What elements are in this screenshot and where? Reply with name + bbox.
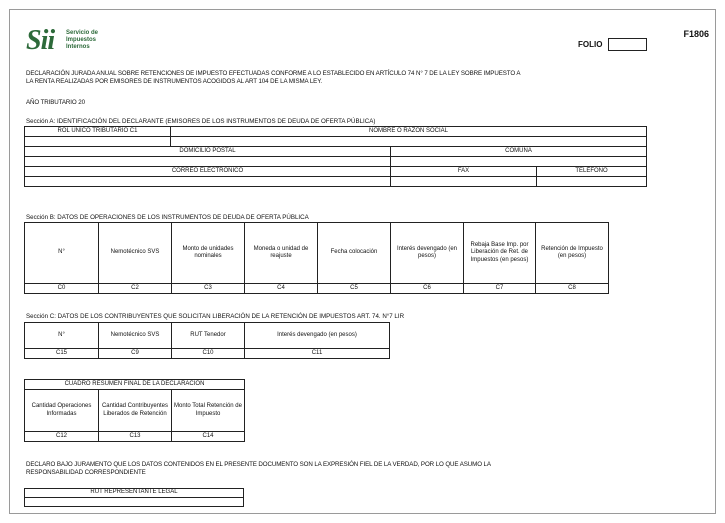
phone-field[interactable] [537, 177, 647, 187]
col-header: RUT Tenedor [172, 323, 245, 349]
rut-field[interactable] [25, 137, 171, 147]
col-code: C11 [245, 349, 390, 359]
col-code: C2 [99, 284, 172, 294]
col-header: Monto de unidades nominales [172, 223, 245, 284]
section-c-title: Sección C: DATOS DE LOS CONTRIBUYENTES QUE SOLICITAN LIBERACIÓN DE LA RETENCIÓN DE IMPUESTOS ART. 74. N°7 LIR [26, 313, 405, 320]
col-code: C5 [318, 284, 391, 294]
col-header: Interés devengado (en pesos) [391, 223, 464, 284]
col-header: Cantidad Contribuyentes Liberados de Retención [99, 390, 172, 432]
section-b-table [24, 222, 609, 294]
tax-year: AÑO TRIBUTARIO 20 [26, 99, 85, 106]
col-code: C7 [464, 284, 536, 294]
folio-field[interactable] [608, 38, 647, 51]
col-code: C4 [245, 284, 318, 294]
col-header: Fecha colocación [318, 223, 391, 284]
logo-text-line: Internos [66, 44, 90, 50]
fax-field[interactable] [391, 177, 537, 187]
col-code: C0 [25, 284, 99, 294]
col-code: C10 [172, 349, 245, 359]
fax-label: FAX [391, 167, 537, 177]
folio-label: FOLIO [578, 40, 603, 49]
phone-label: TELÉFONO [537, 167, 647, 177]
col-header: Interés devengado (en pesos) [245, 323, 390, 349]
commune-field[interactable] [391, 157, 647, 167]
summary-title: CUADRO RESUMEN FINAL DE LA DECLARACIÓN [25, 380, 245, 390]
commune-label: COMUNA [391, 147, 647, 157]
name-label: NOMBRE O RAZÓN SOCIAL [171, 127, 647, 137]
form-code: F1806 [683, 29, 709, 39]
form-page [9, 9, 716, 514]
logo-text-line: Servicio de [66, 30, 99, 36]
form-title-line: DECLARACIÓN JURADA ANUAL SOBRE RETENCIONES DE IMPUESTO EFECTUADAS CONFORME A LO ESTABLECIDO EN ARTÍCULO 74 N° 7 DE LA LEY SOBRE IMPUESTO A [26, 70, 521, 77]
legal-rep-table [24, 488, 244, 507]
declaration-line: RESPONSABILIDAD CORRESPONDIENTE [26, 469, 146, 476]
col-header: Rebaja Base Imp. por Liberación de Ret. de Impuestos (en pesos) [464, 223, 536, 284]
col-header: Monto Total Retención de Impuesto [172, 390, 245, 432]
sii-logo [26, 27, 126, 59]
col-code: C15 [25, 349, 99, 359]
col-code: C6 [391, 284, 464, 294]
col-code: C9 [99, 349, 172, 359]
name-field[interactable] [171, 137, 647, 147]
form-title [26, 70, 706, 86]
col-header: N° [25, 223, 99, 284]
address-field[interactable] [25, 157, 391, 167]
section-c-table [24, 322, 390, 359]
logo-mark: Sii [26, 25, 55, 56]
section-a-table [24, 126, 647, 187]
col-code: C12 [25, 432, 99, 442]
col-code: C8 [536, 284, 609, 294]
rut-label: ROL ÚNICO TRIBUTARIO C1 [25, 127, 171, 137]
section-a-title: Sección A: IDENTIFICACIÓN DEL DECLARANTE (EMISORES DE LOS INSTRUMENTOS DE DEUDA DE OFERTA PÚBLICA) [26, 118, 376, 125]
address-label: DOMICILIO POSTAL [25, 147, 391, 157]
rep-rut-field[interactable] [25, 498, 244, 507]
col-header: N° [25, 323, 99, 349]
rep-rut-label: RUT REPRESENTANTE LEGAL [25, 489, 244, 498]
col-header: Nemotécnico SVS [99, 323, 172, 349]
summary-table [24, 379, 245, 442]
col-header: Cantidad Operaciones Informadas [25, 390, 99, 432]
logo-text [66, 30, 98, 51]
col-header: Nemotécnico SVS [99, 223, 172, 284]
form-title-line: LA RENTA REALIZADAS POR EMISORES DE INSTRUMENTOS ACOGIDOS AL ART 104 DE LA MISMA LEY. [26, 78, 323, 85]
declaration-line: DECLARO BAJO JURAMENTO QUE LOS DATOS CONTENIDOS EN EL PRESENTE DOCUMENTO SON LA EXPRESIÓN FIEL DE LA VERDAD, POR LO QUE ASUMO LA [26, 461, 491, 468]
col-code: C3 [172, 284, 245, 294]
email-label: CORREO ELECTRÓNICO [25, 167, 391, 177]
col-code: C14 [172, 432, 245, 442]
email-field[interactable] [25, 177, 391, 187]
col-header: Moneda o unidad de reajuste [245, 223, 318, 284]
logo-text-line: Impuestos [66, 37, 97, 43]
col-header: Retención de Impuesto (en pesos) [536, 223, 609, 284]
col-code: C13 [99, 432, 172, 442]
declaration-text [26, 461, 706, 477]
section-b-title: Sección B: DATOS DE OPERACIONES DE LOS INSTRUMENTOS DE DEUDA DE OFERTA PÚBLICA [26, 214, 309, 221]
